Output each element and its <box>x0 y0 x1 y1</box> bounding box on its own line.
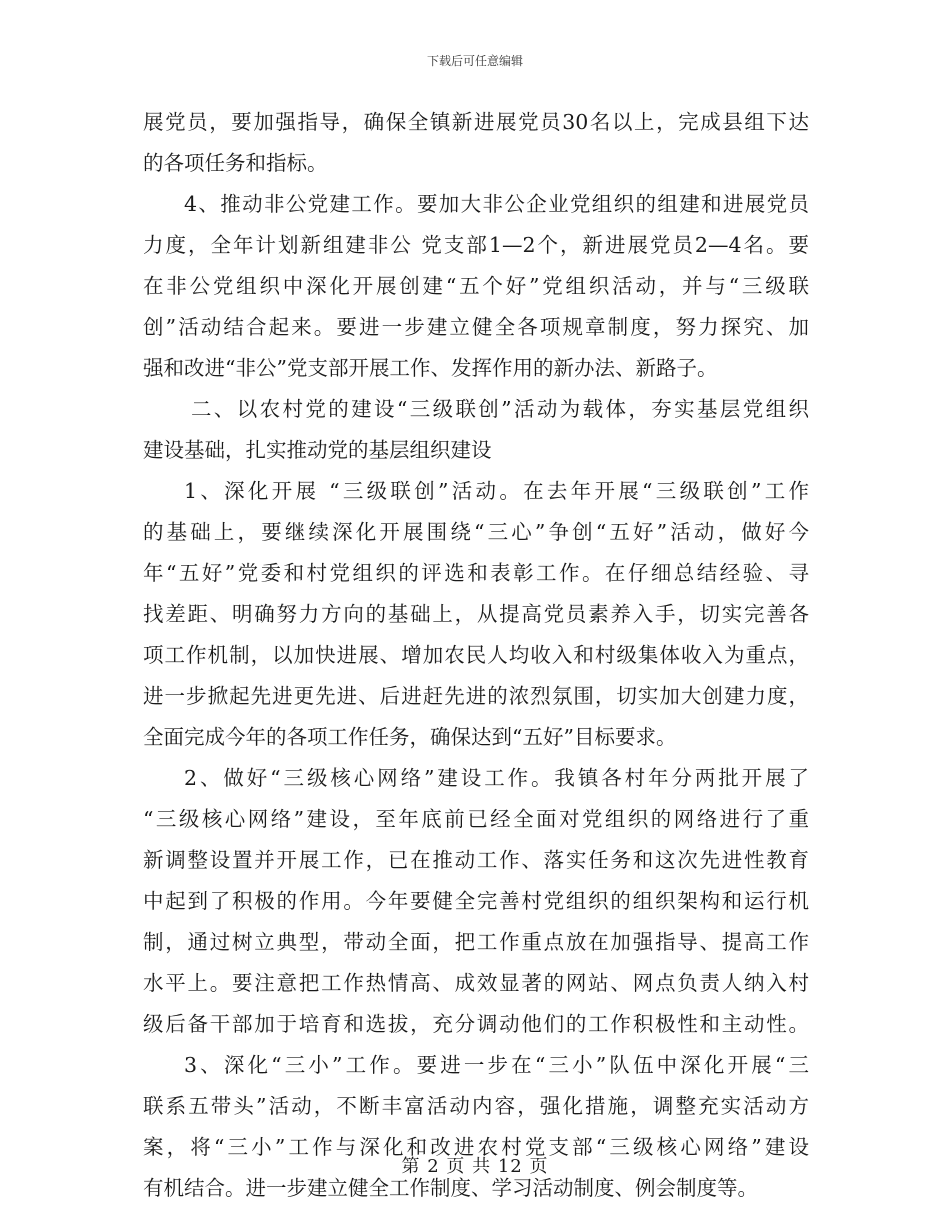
text-line: 力度，全年计划新组建非公 党支部1—2个，新进展党员2—4名。要 <box>143 233 809 257</box>
paragraph-start-line: 4、推动非公党建工作。要加大非公企业党组织的组建和进展党员 <box>184 192 809 216</box>
document-body <box>143 102 809 1209</box>
text-line: 创”活动结合起来。要进一步建立健全各项规章制度，努力探究、加 <box>143 315 809 339</box>
text-line: 强和改进“非公”党支部开展工作、发挥作用的新办法、新路子。 <box>143 356 718 380</box>
text-line: 水平上。要注意把工作热情高、成效显著的网站、网点负责人纳入村 <box>143 971 809 995</box>
text-line: 的各项任务和指标。 <box>143 151 328 175</box>
text-line: 展党员，要加强指导，确保全镇新进展党员30名以上，完成县组下达 <box>143 110 809 134</box>
text-line: 在非公党组织中深化开展创建“五个好”党组织活动，并与“三级联 <box>143 274 809 298</box>
text-line: 制，通过树立典型，带动全面，把工作重点放在加强指导、提高工作 <box>143 930 809 954</box>
paragraph-start-line: 3、深化“三小”工作。要进一步在“三小”队伍中深化开展“三 <box>184 1053 809 1077</box>
page-number: 第 2 页 共 12 页 <box>401 1156 549 1177</box>
paragraph-start-line: 1、深化开展 “三级联创”活动。在去年开展“三级联创”工作 <box>184 479 809 503</box>
text-line: 联系五带头”活动，不断丰富活动内容，强化措施，调整充实活动方 <box>143 1094 809 1118</box>
section-heading-line: 建设基础，扎实推动党的基层组织建设 <box>143 438 492 462</box>
section-heading-line: 二、以农村党的建设“三级联创”活动为载体，夯实基层党组织 <box>191 397 809 421</box>
text-line: 有机结合。进一步建立健全工作制度、学习活动制度、例会制度等。 <box>143 1176 758 1200</box>
text-line: 级后备干部加于培育和选拔，充分调动他们的工作积极性和主动性。 <box>143 1012 809 1036</box>
text-line: 年“五好”党委和村党组织的评选和表彰工作。在仔细总结经验、寻 <box>143 561 809 585</box>
text-line: 新调整设置并开展工作，已在推动工作、落实任务和这次先进性教育 <box>143 848 809 872</box>
text-line: 的基础上，要继续深化开展围绕“三心”争创“五好”活动，做好今 <box>143 520 809 544</box>
text-line: 案，将“三小”工作与深化和改进农村党支部“三级核心网络”建设 <box>143 1135 809 1159</box>
paragraph-start-line: 2、做好“三级核心网络”建设工作。我镇各村年分两批开展了 <box>184 766 809 790</box>
text-line: 全面完成今年的各项工作任务，确保达到“五好”目标要求。 <box>143 725 677 749</box>
text-line: 中起到了积极的作用。今年要健全完善村党组织的组织架构和运行机 <box>143 889 809 913</box>
text-line: 进一步掀起先进更先进、后进赶先进的浓烈氛围，切实加大创建力度， <box>143 684 809 708</box>
text-line: 找差距、明确努力方向的基础上，从提高党员素养入手，切实完善各 <box>143 602 809 626</box>
page-header-note: 下载后可任意编辑 <box>426 54 523 68</box>
text-line: “三级核心网络”建设，至年底前已经全面对党组织的网络进行了重 <box>143 807 809 831</box>
text-line: 项工作机制，以加快进展、增加农民人均收入和村级集体收入为重点， <box>143 643 809 667</box>
